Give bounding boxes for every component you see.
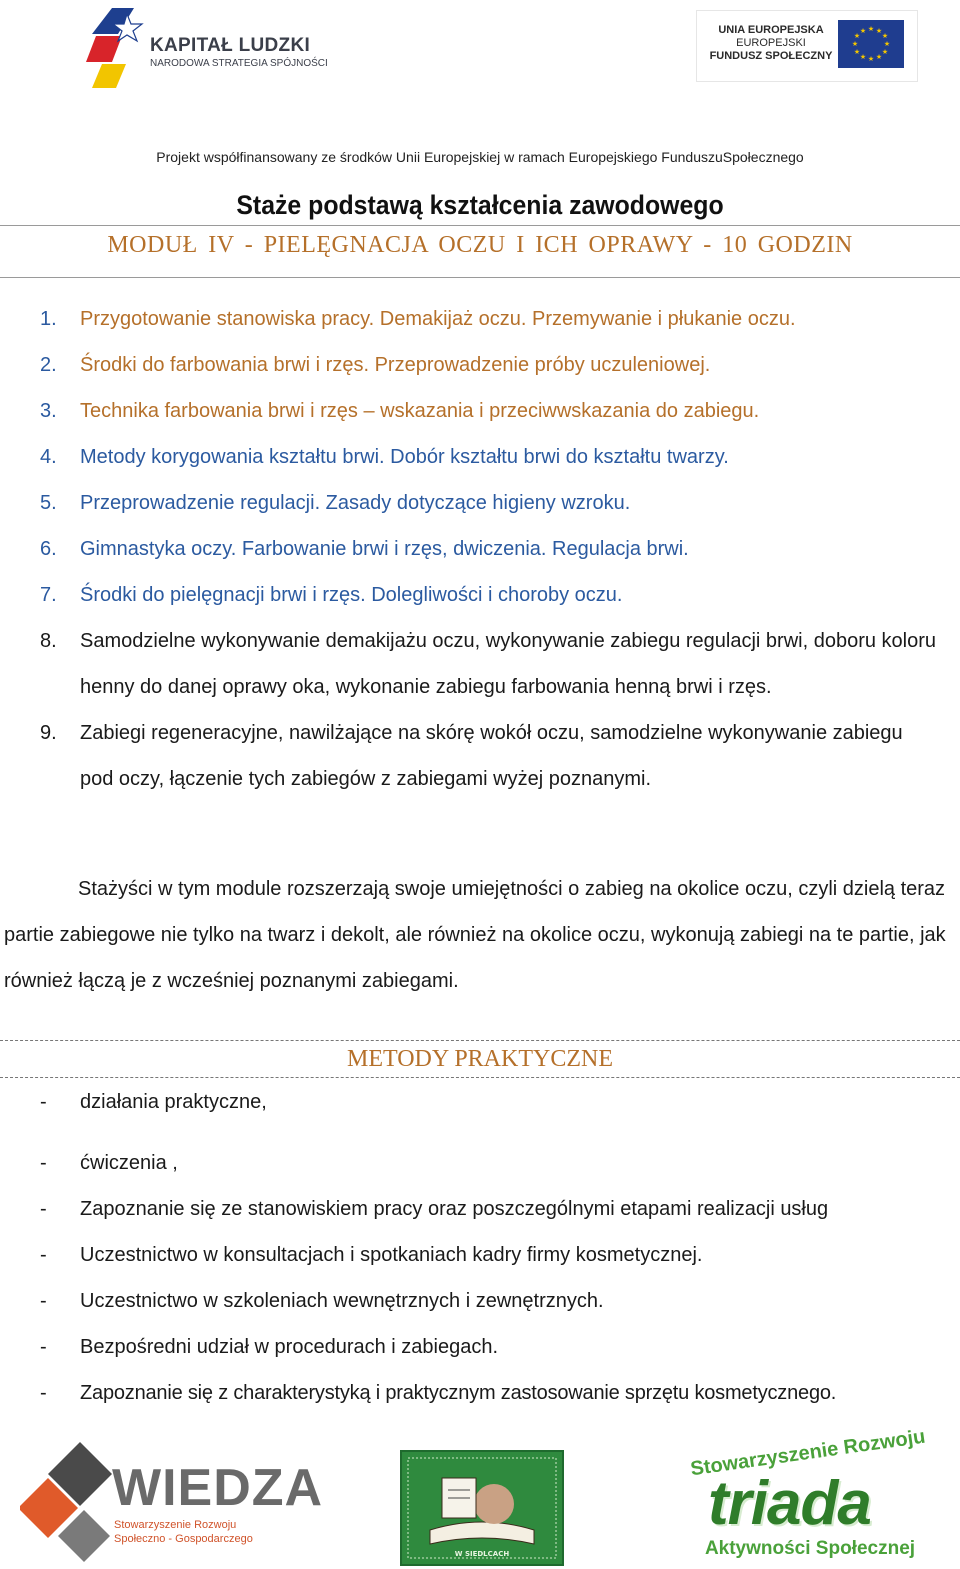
methods-heading: METODY PRAKTYCZNE xyxy=(346,1046,613,1072)
topic-text: Metody korygowania kształtu brwi. Dobór kształtu brwi do kształtu twarzy. xyxy=(80,446,729,468)
method-text: Zapoznanie się z charakterystyką i praktycznym zastosowanie sprzętu kosmetycznego. xyxy=(80,1382,837,1404)
method-item xyxy=(40,1186,960,1232)
topic-item xyxy=(40,342,940,388)
topic-text: Technika farbowania brwi i rzęs – wskazania i przeciwwskazania do zabiegu. xyxy=(80,400,760,422)
triada-logo xyxy=(668,1425,948,1564)
topic-list xyxy=(40,296,940,802)
topic-item xyxy=(40,388,940,434)
eu-line-3: FUNDUSZ SPOŁECZNY xyxy=(709,50,833,62)
methods-bottom-divider xyxy=(0,1077,960,1078)
method-list-secondary xyxy=(40,1140,960,1416)
open-book-icon xyxy=(402,1452,562,1564)
topic-number: 5. xyxy=(40,492,57,514)
svg-text:★: ★ xyxy=(851,40,859,48)
bullet-dash: - xyxy=(40,1244,47,1266)
kapital-ludzki-subtitle: NARODOWA STRATEGIA SPÓJNOŚCI xyxy=(150,58,328,69)
module-description: Stażyści w tym module rozszerzają swoje umiejętności o zabieg na okolice oczu, czyli dzielą teraz partie zabiegowe nie tylko na twarz i dekolt, ale również na okolice oczu, wykonują zabiegi na te partie, jak również łączą je z wcześniej poznanymi zabiegami. xyxy=(4,878,946,992)
wiedza-logo xyxy=(20,1442,324,1562)
method-text: Bezpośredni udział w procedurach i zabiegach. xyxy=(80,1336,499,1358)
topic-item xyxy=(40,618,940,710)
topic-text: Środki do farbowania brwi i rzęs. Przeprowadzenie próby uczuleniowej. xyxy=(80,354,711,376)
topic-text: Przeprowadzenie regulacji. Zasady dotyczące higieny wzroku. xyxy=(80,492,631,514)
method-item xyxy=(40,1232,960,1278)
topic-item xyxy=(40,480,940,526)
wiedza-sub-line-1: Stowarzyszenie Rozwoju xyxy=(114,1519,237,1531)
svg-text:★: ★ xyxy=(867,25,875,33)
method-text: Uczestnictwo w konsultacjach i spotkaniach kadry firmy kosmetycznej. xyxy=(80,1244,703,1266)
badge-caption: W SIEDLCACH xyxy=(454,1550,510,1558)
topic-number: 3. xyxy=(40,400,57,422)
bullet-dash: - xyxy=(40,1336,47,1358)
wiedza-sub-line-2: Społeczno - Gospodarczego xyxy=(114,1533,253,1545)
method-item xyxy=(40,1278,960,1324)
svg-text:★: ★ xyxy=(853,48,861,56)
kapital-ludzki-emblem-icon xyxy=(82,6,152,90)
topic-number: 2. xyxy=(40,354,57,376)
eu-flag-icon xyxy=(838,20,904,68)
bullet-dash: - xyxy=(40,1382,47,1404)
svg-text:★: ★ xyxy=(875,53,883,61)
topic-number: 9. xyxy=(40,722,57,744)
svg-text:★: ★ xyxy=(881,32,889,40)
topic-number: 4. xyxy=(40,446,57,468)
method-text: Uczestnictwo w szkoleniach wewnętrznych i zewnętrznych. xyxy=(80,1290,604,1312)
title-divider xyxy=(0,225,960,226)
bullet-dash: - xyxy=(40,1198,47,1220)
method-item xyxy=(40,1079,960,1125)
svg-text:★: ★ xyxy=(859,53,867,61)
method-item xyxy=(40,1324,960,1370)
topic-text: Przygotowanie stanowiska pracy. Demakijaż oczu. Przemywanie i płukanie oczu. xyxy=(80,308,796,330)
topic-text: Zabiegi regeneracyjne, nawilżające na skórę wokół oczu, samodzielne wykonywanie zabiegu pod oczy, łączenie tych zabiegów z zabiegami wyżej poznanymi. xyxy=(80,722,903,790)
eu-line-2: EUROPEJSKI xyxy=(736,37,806,49)
topic-item xyxy=(40,710,940,802)
wiedza-subtitle xyxy=(114,1518,253,1546)
module-divider xyxy=(0,277,960,278)
eu-line-1: UNIA EUROPEJSKA xyxy=(718,24,824,36)
topic-number: 7. xyxy=(40,584,57,606)
topic-item xyxy=(40,526,940,572)
topic-number: 6. xyxy=(40,538,57,560)
kapital-ludzki-title: KAPITAŁ LUDZKI xyxy=(150,35,311,56)
wiedza-name: WIEDZA xyxy=(112,1459,324,1517)
module-heading: MODUŁ IV - PIELĘGNACJA OCZU I ICH OPRAWY - 10 GODZIN xyxy=(107,232,853,258)
method-text: ćwiczenia , xyxy=(80,1152,178,1174)
topic-item xyxy=(40,572,940,618)
svg-text:★: ★ xyxy=(881,48,889,56)
triada-top-text: Stowarzyszenie Rozwoju xyxy=(689,1425,927,1481)
method-text: działania praktyczne, xyxy=(80,1091,267,1113)
method-list-primary xyxy=(40,1079,960,1125)
topic-number: 1. xyxy=(40,308,57,330)
svg-text:★: ★ xyxy=(859,27,867,35)
school-badge-logo xyxy=(400,1450,564,1566)
bullet-dash: - xyxy=(40,1091,47,1113)
topic-item xyxy=(40,434,940,480)
cofinancing-note: Projekt współfinansowany ze środków Unii Europejskiej w ramach Europejskiego FunduszuSpołecznego xyxy=(156,149,804,165)
topic-text: Środki do pielęgnacji brwi i rzęs. Dolegliwości i choroby oczu. xyxy=(80,584,623,606)
method-text: Zapoznanie się ze stanowiskiem pracy oraz poszczególnymi etapami realizacji usług xyxy=(80,1198,829,1220)
triada-name: triada xyxy=(708,1469,871,1538)
topic-text: Gimnastyka oczy. Farbowanie brwi i rzęs, dwiczenia. Regulacja brwi. xyxy=(80,538,689,560)
triada-bottom-text: Aktywności Społecznej xyxy=(704,1538,916,1559)
topic-item xyxy=(40,296,940,342)
methods-top-divider xyxy=(0,1040,960,1041)
method-item xyxy=(40,1140,960,1186)
project-title: Staże podstawą kształcenia zawodowego xyxy=(236,190,724,220)
eu-fund-text xyxy=(706,24,836,63)
svg-text:★: ★ xyxy=(867,55,875,63)
bullet-dash: - xyxy=(40,1152,47,1174)
topic-text: Samodzielne wykonywanie demakijażu oczu, wykonywanie zabiegu regulacji brwi, doboru koloru henny do danej oprawy oka, wykonanie zabiegu farbowania henną brwi i rzęs. xyxy=(80,630,937,698)
svg-text:★: ★ xyxy=(883,40,891,48)
svg-text:★: ★ xyxy=(875,27,883,35)
topic-number: 8. xyxy=(40,630,57,652)
bullet-dash: - xyxy=(40,1290,47,1312)
svg-text:★: ★ xyxy=(853,32,861,40)
method-item xyxy=(40,1370,960,1416)
